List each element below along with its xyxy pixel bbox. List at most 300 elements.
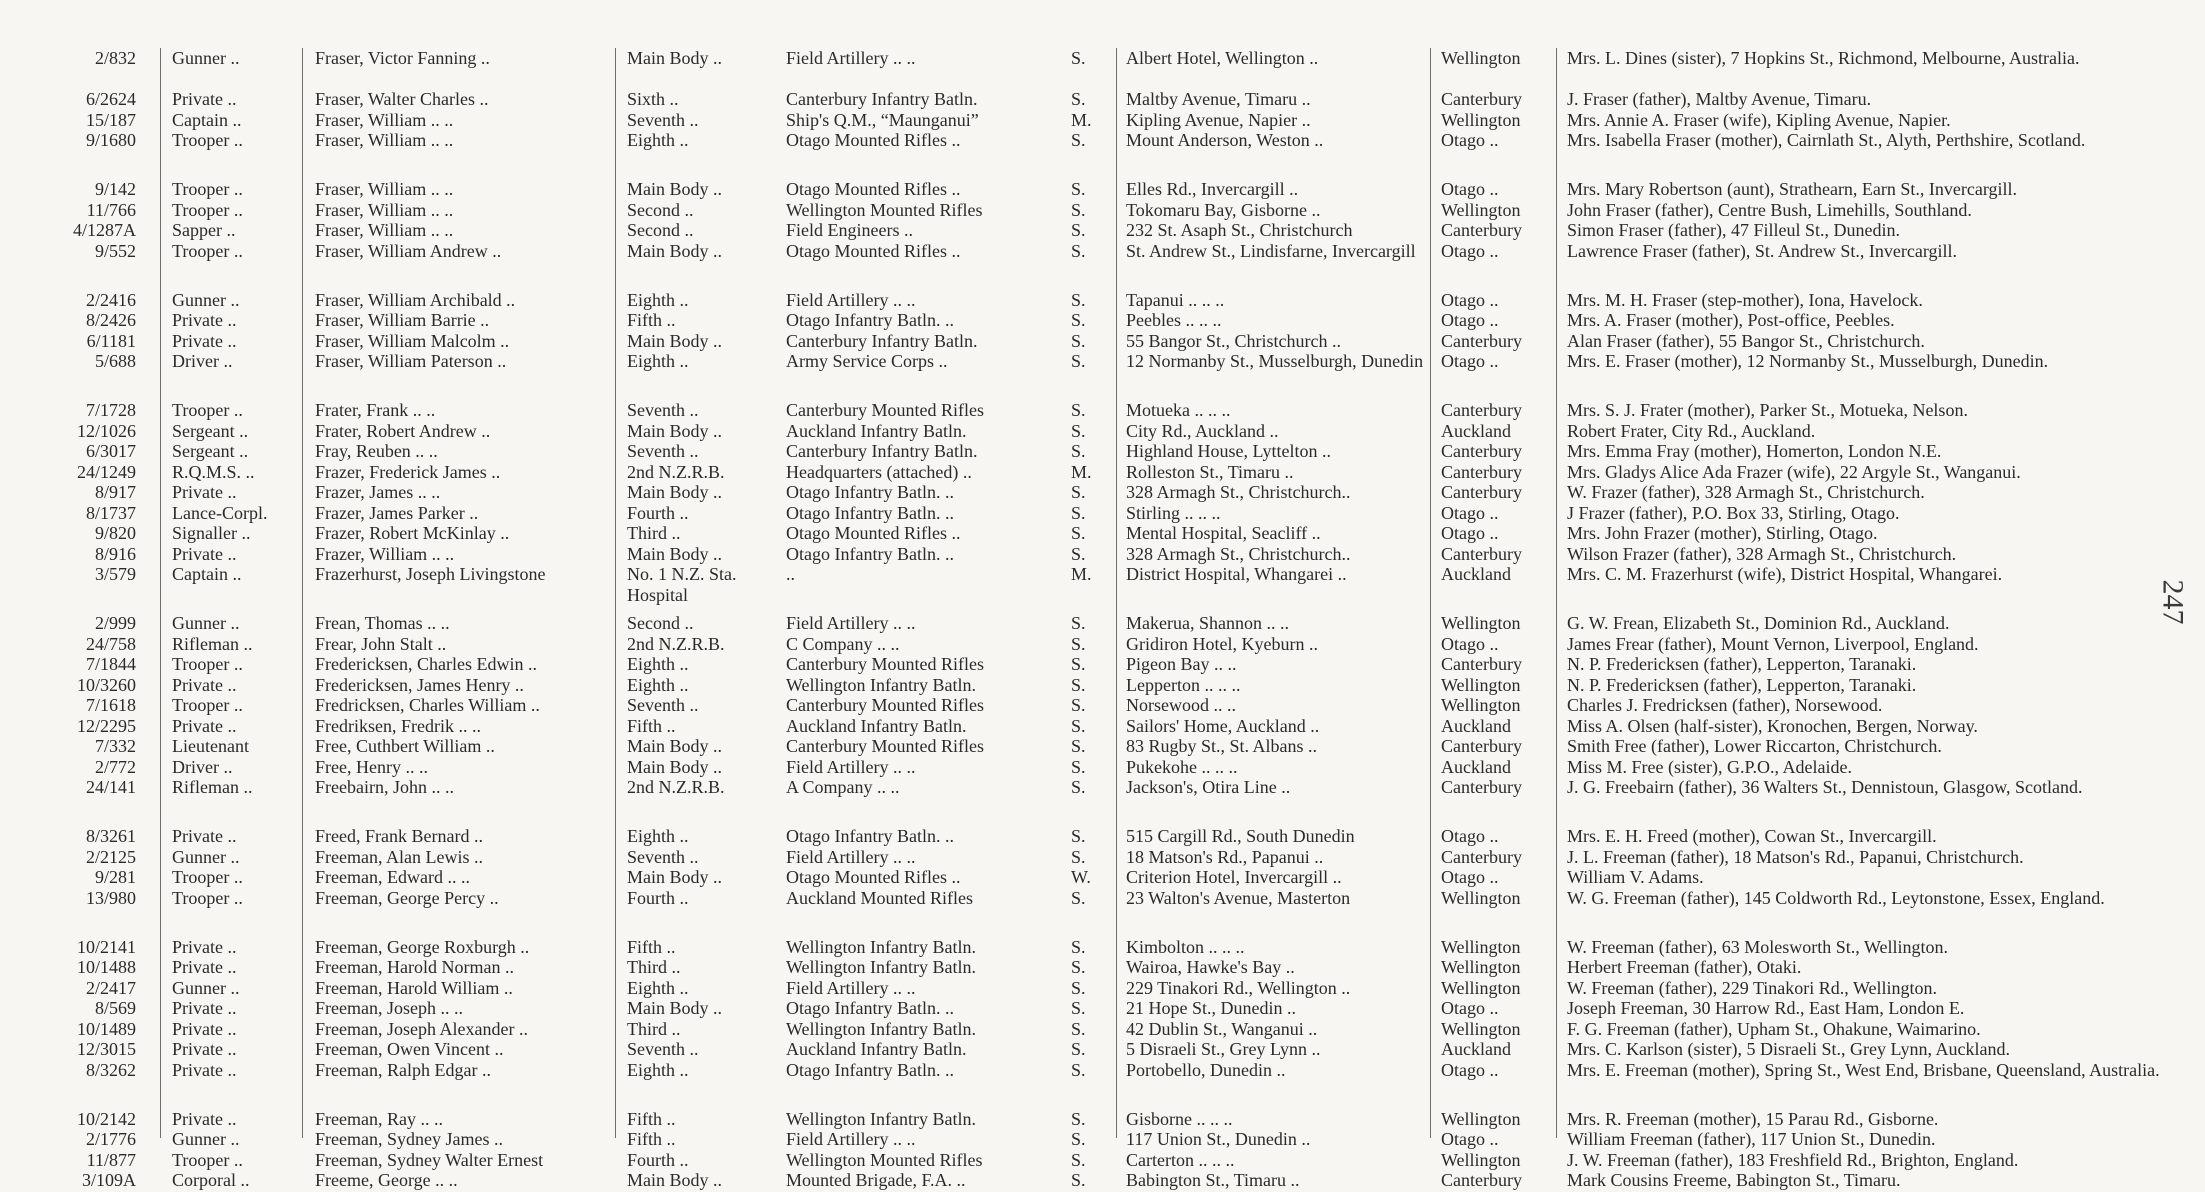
soldier-name: Fredericksen, James Henry .. bbox=[315, 674, 524, 695]
corps: Canterbury Infantry Batln. bbox=[786, 89, 978, 109]
rank: Private .. bbox=[172, 998, 237, 1018]
regimental-number: 2/999 bbox=[94, 613, 136, 633]
district: Wellington bbox=[1441, 887, 1521, 908]
rank: Private .. bbox=[172, 957, 237, 977]
embarkation-unit: Eighth .. bbox=[627, 674, 689, 695]
last-address: 55 Bangor St., Christchurch .. bbox=[1126, 330, 1341, 351]
marital-status: S. bbox=[1071, 179, 1086, 199]
district: Otago .. bbox=[1441, 826, 1499, 846]
regimental-number: 4/1287A bbox=[73, 220, 136, 240]
last-address: Mount Anderson, Weston .. bbox=[1126, 130, 1324, 150]
soldier-name: Frazer, James .. .. bbox=[315, 482, 441, 502]
soldier-name: Fraser, William .. .. bbox=[315, 179, 454, 199]
soldier-name: Freeman, Harold William .. bbox=[315, 977, 513, 998]
marital-status: S. bbox=[1071, 1170, 1086, 1190]
table-row bbox=[0, 1170, 2205, 1191]
next-of-kin: W. Frazer (father), 328 Armagh St., Christchurch. bbox=[1567, 482, 1925, 502]
district: Canterbury bbox=[1441, 441, 1522, 461]
corps: Otago Infantry Batln. .. bbox=[786, 1059, 954, 1080]
district: Wellington bbox=[1441, 936, 1521, 957]
last-address: 23 Walton's Avenue, Masterton bbox=[1126, 887, 1351, 908]
regimental-number: 9/281 bbox=[94, 867, 136, 887]
corps: Otago Infantry Batln. .. bbox=[786, 482, 954, 502]
rank: Corporal .. bbox=[172, 1170, 250, 1190]
regimental-number: 2/2125 bbox=[85, 846, 136, 867]
regimental-number: 24/141 bbox=[85, 777, 136, 797]
corps: Wellington Mounted Rifles bbox=[786, 1149, 983, 1170]
rank: Trooper .. bbox=[172, 654, 243, 674]
soldier-name: Frater, Robert Andrew .. bbox=[315, 420, 491, 441]
soldier-name: Freeman, Owen Vincent .. bbox=[315, 1039, 504, 1059]
district: Canterbury bbox=[1441, 1170, 1522, 1190]
district: Canterbury bbox=[1441, 330, 1522, 351]
rank: Private .. bbox=[172, 543, 237, 564]
soldier-name: Freeman, George Percy .. bbox=[315, 887, 499, 908]
embarkation-unit: Main Body .. bbox=[627, 756, 723, 777]
last-address: St. Andrew St., Lindisfarne, Invercargill bbox=[1126, 240, 1416, 261]
soldier-name: Frazerhurst, Joseph Livingstone bbox=[315, 564, 546, 584]
regimental-number: 10/2141 bbox=[76, 936, 136, 957]
last-address: 83 Rugby St., St. Albans .. bbox=[1126, 736, 1318, 756]
embarkation-unit: 2nd N.Z.R.B. bbox=[627, 777, 725, 797]
soldier-name: Frazer, William .. .. bbox=[315, 543, 455, 564]
soldier-name: Frear, John Stalt .. bbox=[315, 633, 447, 654]
embarkation-unit: Third .. bbox=[627, 523, 681, 543]
last-address: 18 Matson's Rd., Papanui .. bbox=[1126, 846, 1324, 867]
district: Otago .. bbox=[1441, 130, 1499, 150]
corps: Wellington Mounted Rifles bbox=[786, 199, 983, 220]
district: Otago .. bbox=[1441, 179, 1499, 199]
regimental-number: 9/142 bbox=[94, 179, 136, 199]
corps: Field Artillery .. .. bbox=[786, 289, 916, 310]
rank: Trooper .. bbox=[172, 400, 243, 420]
soldier-name: Fraser, William Andrew .. bbox=[315, 240, 502, 261]
regimental-number: 2/2416 bbox=[85, 289, 136, 310]
marital-status: W. bbox=[1071, 867, 1091, 887]
rank: Trooper .. bbox=[172, 179, 243, 199]
corps: Field Artillery .. .. bbox=[786, 846, 916, 867]
marital-status: S. bbox=[1071, 240, 1086, 261]
soldier-name: Freeman, Edward .. .. bbox=[315, 867, 470, 887]
rank: Private .. bbox=[172, 1018, 237, 1039]
regimental-number: 9/1680 bbox=[85, 130, 136, 150]
rank: Sergeant .. bbox=[172, 420, 249, 441]
last-address: Stirling .. .. .. bbox=[1126, 502, 1221, 523]
district: Canterbury bbox=[1441, 543, 1522, 564]
embarkation-unit: 2nd N.Z.R.B. bbox=[627, 461, 725, 482]
rank: Private .. bbox=[172, 89, 237, 109]
next-of-kin: Mrs. Gladys Alice Ada Frazer (wife), 22 Argyle St., Wanganui. bbox=[1567, 461, 2021, 482]
regimental-number: 8/3262 bbox=[85, 1059, 136, 1080]
next-of-kin: N. P. Fredericksen (father), Lepperton, Taranaki. bbox=[1567, 654, 1917, 674]
next-of-kin: Miss A. Olsen (half-sister), Kronochen, Bergen, Norway. bbox=[1567, 715, 1978, 736]
table-row bbox=[0, 613, 2205, 634]
last-address: Gisborne .. .. .. bbox=[1126, 1108, 1233, 1129]
last-address: Motueka .. .. .. bbox=[1126, 400, 1231, 420]
next-of-kin: Mrs. M. H. Fraser (step-mother), Iona, Havelock. bbox=[1567, 289, 1923, 310]
rank: Private .. bbox=[172, 330, 237, 351]
embarkation-unit: Fourth .. bbox=[627, 502, 689, 523]
table-row bbox=[0, 310, 2205, 331]
soldier-name: Fredricksen, Charles William .. bbox=[315, 695, 540, 715]
district: Canterbury bbox=[1441, 400, 1522, 420]
last-address: Norsewood .. .. bbox=[1126, 695, 1236, 715]
embarkation-unit: Third .. bbox=[627, 957, 681, 977]
embarkation-unit: Fifth .. bbox=[627, 1129, 676, 1149]
embarkation-unit: Seventh .. bbox=[627, 846, 699, 867]
last-address: Sailors' Home, Auckland .. bbox=[1126, 715, 1320, 736]
marital-status: S. bbox=[1071, 998, 1086, 1018]
embarkation-unit: Fifth .. bbox=[627, 936, 676, 957]
marital-status: S. bbox=[1071, 756, 1086, 777]
embarkation-unit: Main Body .. bbox=[627, 998, 723, 1018]
district: Canterbury bbox=[1441, 220, 1522, 240]
marital-status: S. bbox=[1071, 482, 1086, 502]
table-row bbox=[0, 179, 2205, 200]
next-of-kin: Lawrence Fraser (father), St. Andrew St., Invercargill. bbox=[1567, 240, 1958, 261]
last-address: City Rd., Auckland .. bbox=[1126, 420, 1279, 441]
next-of-kin: Alan Fraser (father), 55 Bangor St., Christchurch. bbox=[1567, 330, 1925, 351]
soldier-name: Fraser, William Barrie .. bbox=[315, 310, 490, 330]
rank: Private .. bbox=[172, 310, 237, 330]
last-address: Maltby Avenue, Timaru .. bbox=[1126, 89, 1311, 109]
rank: Trooper .. bbox=[172, 867, 243, 887]
last-address: Makerua, Shannon .. .. bbox=[1126, 613, 1289, 633]
marital-status: S. bbox=[1071, 977, 1086, 998]
soldier-name: Fraser, William .. .. bbox=[315, 130, 454, 150]
soldier-name: Freeman, Sydney Walter Ernest bbox=[315, 1149, 544, 1170]
marital-status: M. bbox=[1071, 461, 1092, 482]
table-row bbox=[0, 1109, 2205, 1130]
marital-status: S. bbox=[1071, 523, 1086, 543]
table-row bbox=[0, 200, 2205, 221]
embarkation-unit: Main Body .. bbox=[627, 240, 723, 261]
regimental-number: 15/187 bbox=[85, 109, 136, 130]
corps: Army Service Corps .. bbox=[786, 351, 948, 371]
marital-status: S. bbox=[1071, 1059, 1086, 1080]
regimental-number: 6/1181 bbox=[86, 330, 136, 351]
table-row bbox=[0, 564, 2205, 605]
last-address: Jackson's, Otira Line .. bbox=[1126, 777, 1291, 797]
table-row bbox=[0, 110, 2205, 131]
soldier-name: Fraser, William Paterson .. bbox=[315, 351, 507, 371]
marital-status: S. bbox=[1071, 1108, 1086, 1129]
district: Canterbury bbox=[1441, 89, 1522, 109]
table-row bbox=[0, 503, 2205, 524]
corps: Field Artillery .. .. bbox=[786, 48, 916, 68]
next-of-kin: William Freeman (father), 117 Union St., Dunedin. bbox=[1567, 1129, 1936, 1149]
embarkation-unit: Main Body .. bbox=[627, 330, 723, 351]
regimental-number: 6/2624 bbox=[85, 89, 136, 109]
table-row bbox=[0, 1019, 2205, 1040]
table-row bbox=[0, 654, 2205, 675]
marital-status: S. bbox=[1071, 887, 1086, 908]
marital-status: S. bbox=[1071, 420, 1086, 441]
soldier-name: Fraser, William Archibald .. bbox=[315, 289, 516, 310]
corps: Wellington Infantry Batln. bbox=[786, 936, 977, 957]
table-row bbox=[0, 937, 2205, 958]
last-address: Peebles .. .. .. bbox=[1126, 310, 1222, 330]
district: Otago .. bbox=[1441, 633, 1499, 654]
last-address: District Hospital, Whangarei .. bbox=[1126, 564, 1347, 584]
next-of-kin: John Fraser (father), Centre Bush, Limehills, Southland. bbox=[1567, 199, 1972, 220]
soldier-name: Freeman, Harold Norman .. bbox=[315, 957, 514, 977]
regimental-number: 8/2426 bbox=[85, 310, 136, 330]
next-of-kin: Mrs. E. Freeman (mother), Spring St., West End, Brisbane, Queensland, Australia. bbox=[1567, 1059, 2160, 1080]
district: Otago .. bbox=[1441, 240, 1499, 261]
next-of-kin: W. G. Freeman (father), 145 Coldworth Rd., Leytonstone, Essex, England. bbox=[1567, 887, 2105, 908]
table-row bbox=[0, 48, 2205, 89]
rank: Lieutenant bbox=[172, 736, 249, 756]
district: Otago .. bbox=[1441, 1059, 1499, 1080]
regimental-number: 11/766 bbox=[86, 199, 136, 220]
embarkation-unit: No. 1 N.Z. Sta. Hospital bbox=[627, 564, 737, 605]
regimental-number: 8/1737 bbox=[85, 502, 136, 523]
marital-status: S. bbox=[1071, 957, 1086, 977]
table-row bbox=[0, 634, 2205, 655]
district: Auckland bbox=[1441, 420, 1511, 441]
regimental-number: 2/832 bbox=[94, 48, 136, 68]
embarkation-unit: Seventh .. bbox=[627, 109, 699, 130]
rank: Private .. bbox=[172, 826, 237, 846]
table-row bbox=[0, 220, 2205, 241]
rank: Private .. bbox=[172, 674, 237, 695]
table-row bbox=[0, 241, 2205, 282]
corps: Canterbury Infantry Batln. bbox=[786, 330, 978, 351]
district: Wellington bbox=[1441, 48, 1521, 68]
table-row bbox=[0, 290, 2205, 311]
district: Canterbury bbox=[1441, 654, 1522, 674]
soldier-name: Frazer, Robert McKinlay .. bbox=[315, 523, 510, 543]
corps: Canterbury Mounted Rifles bbox=[786, 695, 984, 715]
corps: Field Artillery .. .. bbox=[786, 756, 916, 777]
embarkation-unit: Eighth .. bbox=[627, 654, 689, 674]
regimental-number: 2/2417 bbox=[85, 977, 136, 998]
table-row bbox=[0, 998, 2205, 1019]
soldier-name: Fredericksen, Charles Edwin .. bbox=[315, 654, 537, 674]
marital-status: S. bbox=[1071, 330, 1086, 351]
corps: Otago Infantry Batln. .. bbox=[786, 826, 954, 846]
rank: Sapper .. bbox=[172, 220, 236, 240]
embarkation-unit: Main Body .. bbox=[627, 543, 723, 564]
soldier-name: Fray, Reuben .. .. bbox=[315, 441, 438, 461]
last-address: Rolleston St., Timaru .. bbox=[1126, 461, 1294, 482]
next-of-kin: Mrs. Isabella Fraser (mother), Cairnlath St., Alyth, Perthshire, Scotland. bbox=[1567, 130, 2086, 150]
regimental-number: 3/579 bbox=[94, 564, 136, 584]
soldier-name: Fraser, William .. .. bbox=[315, 220, 454, 240]
district: Otago .. bbox=[1441, 998, 1499, 1018]
rank: Gunner .. bbox=[172, 48, 240, 68]
corps: Canterbury Mounted Rifles bbox=[786, 400, 984, 420]
marital-status: S. bbox=[1071, 736, 1086, 756]
rank: Trooper .. bbox=[172, 199, 243, 220]
table-row bbox=[0, 716, 2205, 737]
marital-status: S. bbox=[1071, 89, 1086, 109]
regimental-number: 24/758 bbox=[85, 633, 136, 654]
corps: Field Artillery .. .. bbox=[786, 977, 916, 998]
district: Wellington bbox=[1441, 977, 1521, 998]
embarkation-unit: 2nd N.Z.R.B. bbox=[627, 633, 725, 654]
next-of-kin: Miss M. Free (sister), G.P.O., Adelaide. bbox=[1567, 756, 1852, 777]
last-address: Highland House, Lyttelton .. bbox=[1126, 441, 1331, 461]
district: Auckland bbox=[1441, 1039, 1511, 1059]
last-address: Lepperton .. .. .. bbox=[1126, 674, 1241, 695]
soldier-name: Fraser, William Malcolm .. bbox=[315, 330, 510, 351]
rank: Trooper .. bbox=[172, 130, 243, 150]
marital-status: S. bbox=[1071, 289, 1086, 310]
last-address: 328 Armagh St., Christchurch.. bbox=[1126, 543, 1351, 564]
next-of-kin: Mrs. C. M. Frazerhurst (wife), District Hospital, Whangarei. bbox=[1567, 564, 2003, 584]
last-address: 12 Normanby St., Musselburgh, Dunedin bbox=[1126, 351, 1424, 371]
embarkation-unit: Eighth .. bbox=[627, 351, 689, 371]
next-of-kin: Mrs. E. Fraser (mother), 12 Normanby St., Musselburgh, Dunedin. bbox=[1567, 351, 2049, 371]
rank: Gunner .. bbox=[172, 977, 240, 998]
marital-status: S. bbox=[1071, 674, 1086, 695]
table-row bbox=[0, 482, 2205, 503]
regimental-number: 10/3260 bbox=[76, 674, 136, 695]
rank: Private .. bbox=[172, 1039, 237, 1059]
district: Otago .. bbox=[1441, 1129, 1499, 1149]
embarkation-unit: Second .. bbox=[627, 220, 694, 240]
nominal-roll-table bbox=[0, 48, 2205, 1191]
district: Otago .. bbox=[1441, 867, 1499, 887]
district: Otago .. bbox=[1441, 310, 1499, 330]
last-address: 232 St. Asaph St., Christchurch bbox=[1126, 220, 1353, 240]
corps: Wellington Infantry Batln. bbox=[786, 957, 977, 977]
last-address: Pukekohe .. .. .. bbox=[1126, 756, 1238, 777]
soldier-name: Free, Cuthbert William .. bbox=[315, 736, 495, 756]
last-address: Criterion Hotel, Invercargill .. bbox=[1126, 867, 1342, 887]
last-address: Kipling Avenue, Napier .. bbox=[1126, 109, 1311, 130]
soldier-name: Freeman, Ray .. .. bbox=[315, 1108, 443, 1129]
corps: Auckland Mounted Rifles bbox=[786, 887, 973, 908]
next-of-kin: Mrs. A. Fraser (mother), Post-office, Peebles. bbox=[1567, 310, 1895, 330]
regimental-number: 10/1489 bbox=[76, 1018, 136, 1039]
corps: Headquarters (attached) .. bbox=[786, 461, 972, 482]
table-row bbox=[0, 1150, 2205, 1171]
soldier-name: Freeman, Joseph Alexander .. bbox=[315, 1018, 528, 1039]
corps: Otago Mounted Rifles .. bbox=[786, 130, 961, 150]
regimental-number: 13/980 bbox=[85, 887, 136, 908]
corps: Auckland Infantry Batln. bbox=[786, 715, 967, 736]
embarkation-unit: Sixth .. bbox=[627, 89, 679, 109]
next-of-kin: N. P. Fredericksen (father), Lepperton, Taranaki. bbox=[1567, 674, 1917, 695]
marital-status: S. bbox=[1071, 441, 1086, 461]
rank: Rifleman .. bbox=[172, 633, 253, 654]
rank: Sergeant .. bbox=[172, 441, 249, 461]
soldier-name: Frater, Frank .. .. bbox=[315, 400, 436, 420]
regimental-number: 10/2142 bbox=[76, 1108, 136, 1129]
corps: A Company .. .. bbox=[786, 777, 900, 797]
soldier-name: Fraser, William .. .. bbox=[315, 109, 454, 130]
rank: Rifleman .. bbox=[172, 777, 253, 797]
corps: Field Artillery .. .. bbox=[786, 613, 916, 633]
rank: Private .. bbox=[172, 1108, 237, 1129]
embarkation-unit: Seventh .. bbox=[627, 441, 699, 461]
last-address: Gridiron Hotel, Kyeburn .. bbox=[1126, 633, 1318, 654]
last-address: Tapanui .. .. .. bbox=[1126, 289, 1225, 310]
page-number: 247 bbox=[2156, 579, 2190, 625]
next-of-kin: Mrs. Emma Fray (mother), Homerton, London N.E. bbox=[1567, 441, 1942, 461]
marital-status: S. bbox=[1071, 220, 1086, 240]
last-address: Pigeon Bay .. .. bbox=[1126, 654, 1237, 674]
marital-status: S. bbox=[1071, 633, 1086, 654]
marital-status: S. bbox=[1071, 502, 1086, 523]
regimental-number: 8/916 bbox=[94, 543, 136, 564]
marital-status: S. bbox=[1071, 777, 1086, 797]
table-row bbox=[0, 331, 2205, 352]
table-row bbox=[0, 544, 2205, 565]
corps: Wellington Infantry Batln. bbox=[786, 1018, 977, 1039]
table-row bbox=[0, 351, 2205, 392]
next-of-kin: J. W. Freeman (father), 183 Freshfield Rd., Brighton, England. bbox=[1567, 1149, 2019, 1170]
marital-status: S. bbox=[1071, 400, 1086, 420]
last-address: Kimbolton .. .. .. bbox=[1126, 936, 1245, 957]
soldier-name: Freeman, Alan Lewis .. bbox=[315, 846, 483, 867]
embarkation-unit: Fifth .. bbox=[627, 1108, 676, 1129]
marital-status: S. bbox=[1071, 543, 1086, 564]
table-row bbox=[0, 421, 2205, 442]
regimental-number: 12/2295 bbox=[76, 715, 136, 736]
next-of-kin: Mrs. Annie A. Fraser (wife), Kipling Avenue, Napier. bbox=[1567, 109, 1951, 130]
table-row bbox=[0, 441, 2205, 462]
rank: Gunner .. bbox=[172, 846, 240, 867]
table-row bbox=[0, 757, 2205, 778]
soldier-name: Frazer, Frederick James .. bbox=[315, 461, 501, 482]
corps: Otago Mounted Rifles .. bbox=[786, 867, 961, 887]
next-of-kin: J. Fraser (father), Maltby Avenue, Timaru. bbox=[1567, 89, 1872, 109]
district: Otago .. bbox=[1441, 523, 1499, 543]
regimental-number: 3/109A bbox=[82, 1170, 136, 1190]
embarkation-unit: Eighth .. bbox=[627, 826, 689, 846]
table-row bbox=[0, 1129, 2205, 1150]
district: Canterbury bbox=[1441, 736, 1522, 756]
soldier-name: Frean, Thomas .. .. bbox=[315, 613, 450, 633]
last-address: Elles Rd., Invercargill .. bbox=[1126, 179, 1299, 199]
next-of-kin: J. L. Freeman (father), 18 Matson's Rd., Papanui, Christchurch. bbox=[1567, 846, 2024, 867]
embarkation-unit: Fourth .. bbox=[627, 1149, 689, 1170]
corps: Otago Mounted Rifles .. bbox=[786, 523, 961, 543]
table-row bbox=[0, 978, 2205, 999]
district: Wellington bbox=[1441, 957, 1521, 977]
table-row bbox=[0, 777, 2205, 818]
regimental-number: 9/552 bbox=[94, 240, 136, 261]
last-address: 229 Tinakori Rd., Wellington .. bbox=[1126, 977, 1351, 998]
regimental-number: 2/1776 bbox=[85, 1129, 136, 1149]
next-of-kin: J Frazer (father), P.O. Box 33, Stirling, Otago. bbox=[1567, 502, 1900, 523]
regimental-number: 2/772 bbox=[94, 756, 136, 777]
soldier-name: Freeman, Ralph Edgar .. bbox=[315, 1059, 491, 1080]
marital-status: S. bbox=[1071, 846, 1086, 867]
next-of-kin: Mark Cousins Freeme, Babington St., Timaru. bbox=[1567, 1170, 1901, 1190]
embarkation-unit: Main Body .. bbox=[627, 420, 723, 441]
regimental-number: 11/877 bbox=[86, 1149, 136, 1170]
rank: Private .. bbox=[172, 482, 237, 502]
table-row bbox=[0, 1060, 2205, 1101]
next-of-kin: William V. Adams. bbox=[1567, 867, 1704, 887]
corps: Otago Mounted Rifles .. bbox=[786, 179, 961, 199]
soldier-name: Frazer, James Parker .. bbox=[315, 502, 479, 523]
district: Wellington bbox=[1441, 695, 1521, 715]
corps: Otago Infantry Batln. .. bbox=[786, 543, 954, 564]
last-address: 5 Disraeli St., Grey Lynn .. bbox=[1126, 1039, 1321, 1059]
district: Canterbury bbox=[1441, 461, 1522, 482]
table-row bbox=[0, 867, 2205, 888]
marital-status: S. bbox=[1071, 1018, 1086, 1039]
district: Canterbury bbox=[1441, 777, 1522, 797]
corps: Canterbury Mounted Rifles bbox=[786, 654, 984, 674]
soldier-name: Fredriksen, Fredrik .. .. bbox=[315, 715, 481, 736]
